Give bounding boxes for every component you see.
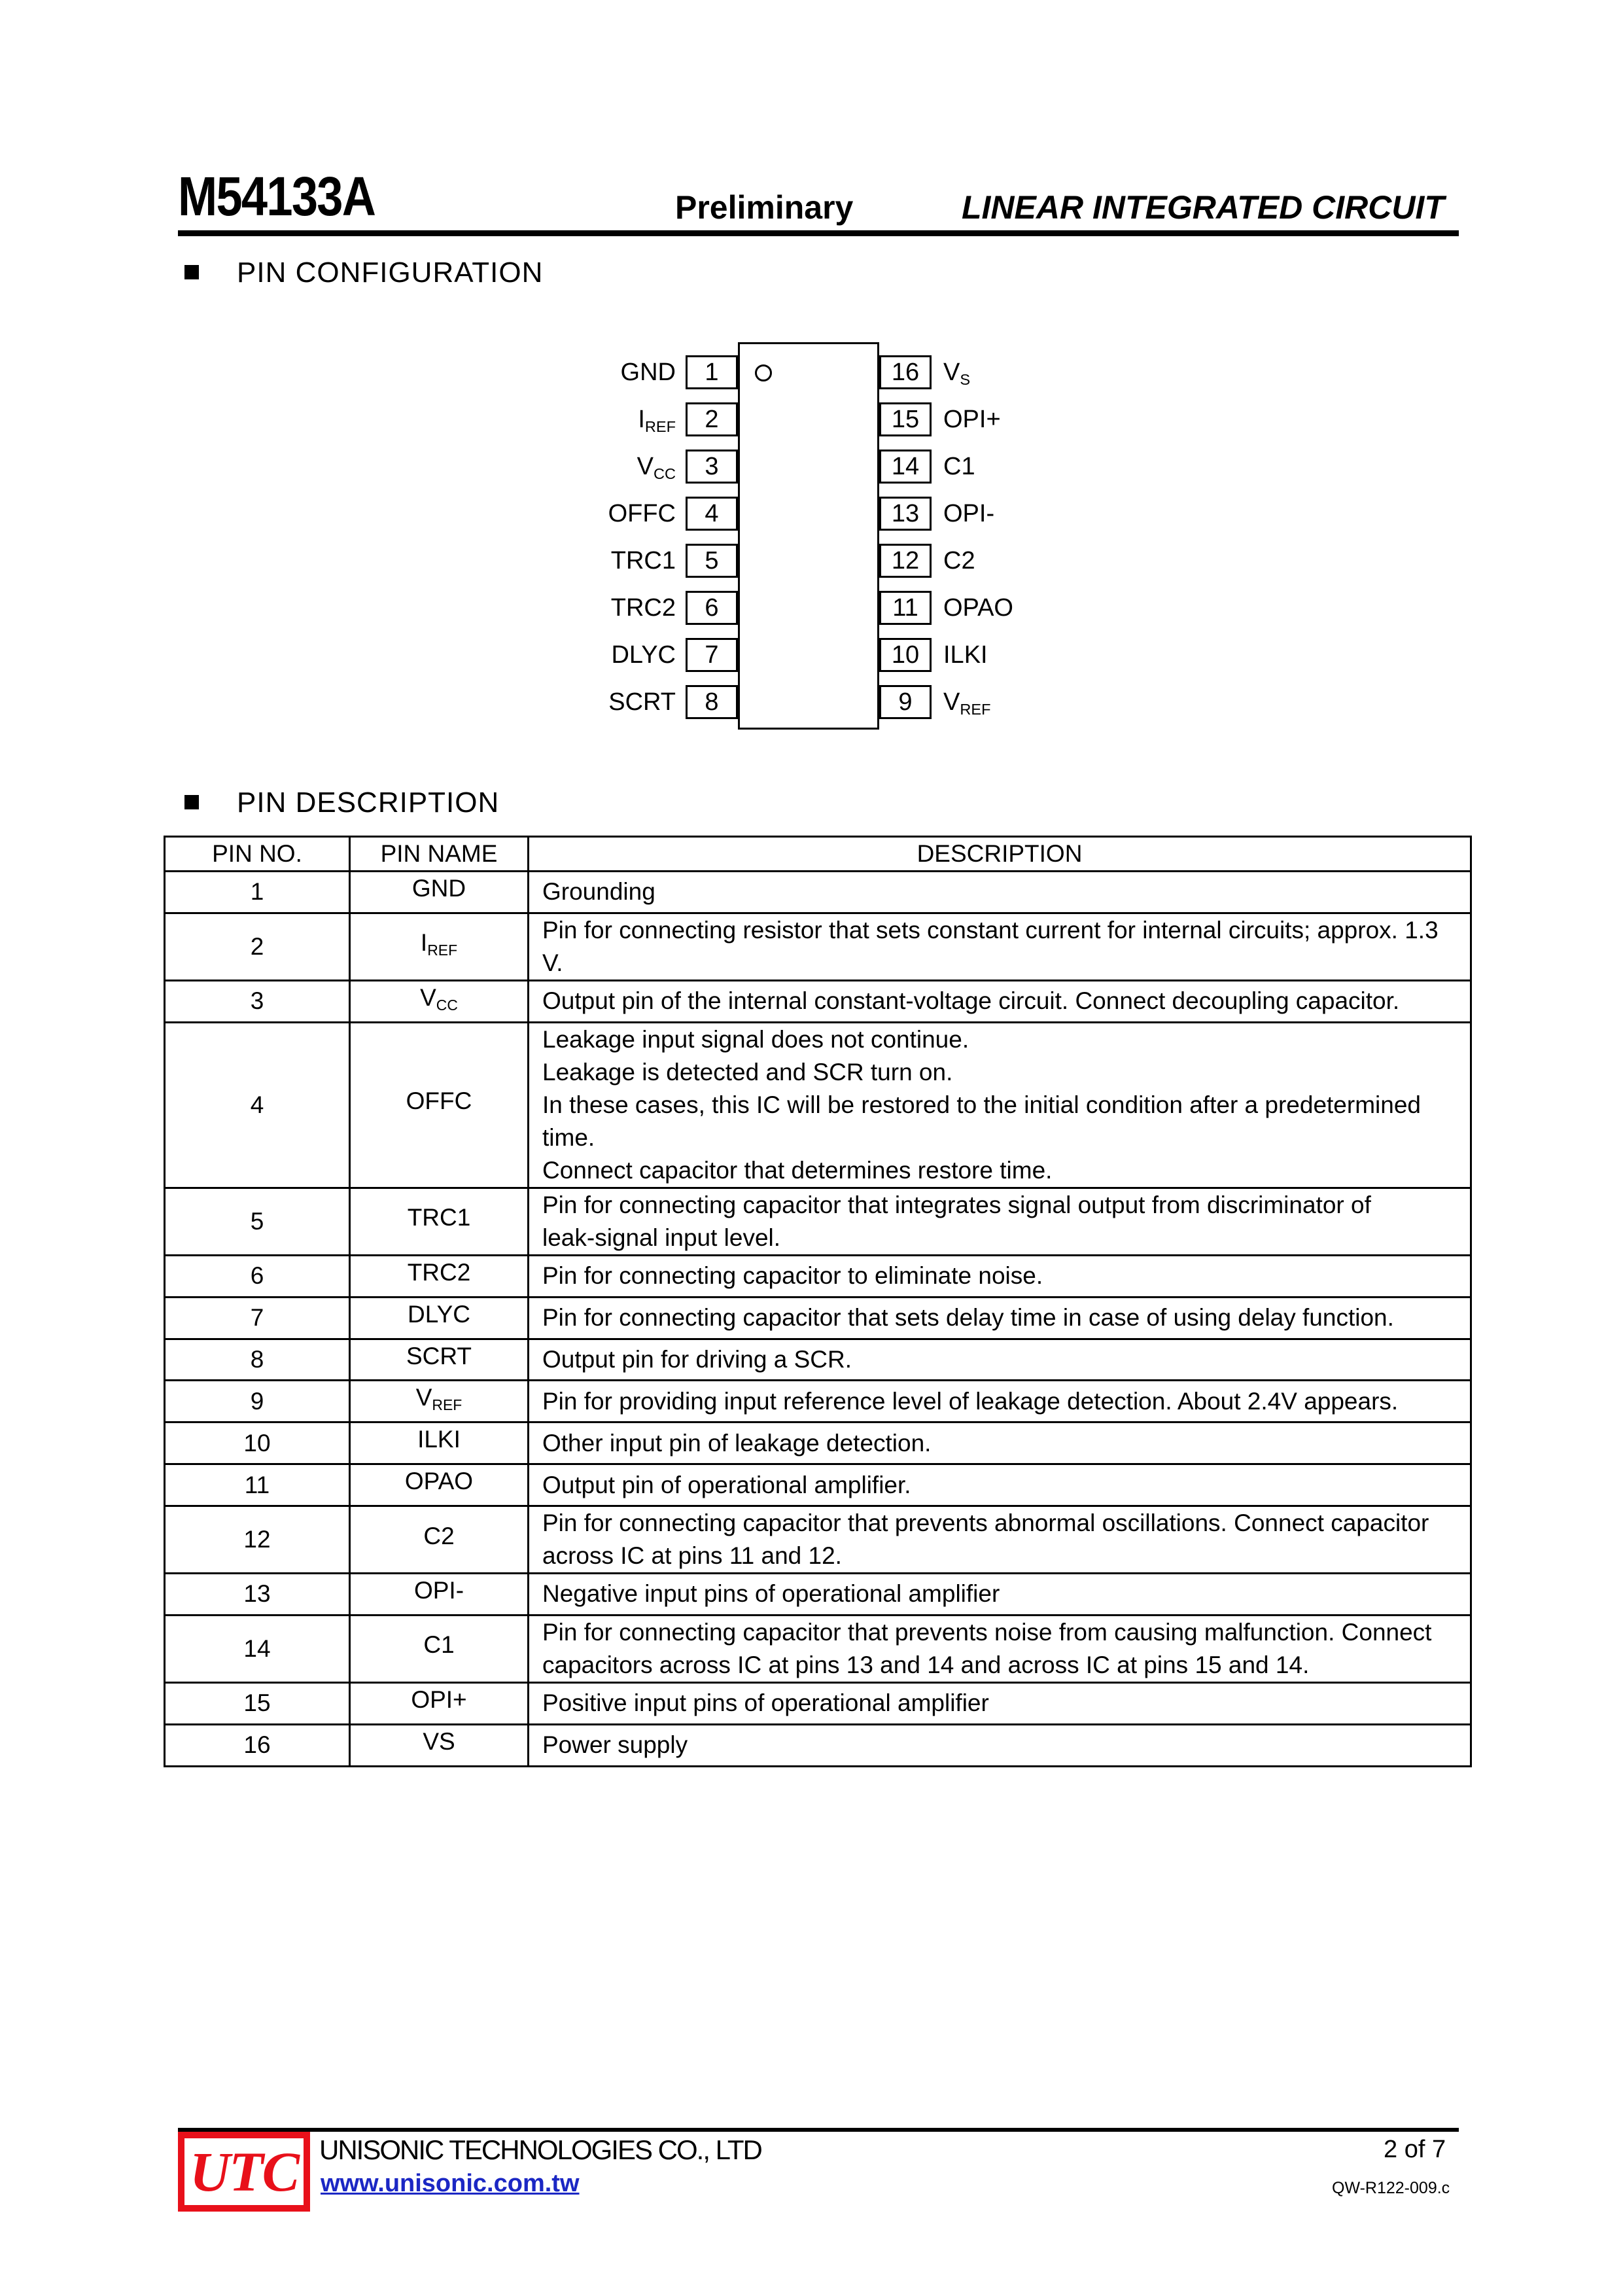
- description-cell: Pin for providing input reference level of leakage detection. About 2.4V appears.: [529, 1381, 1471, 1422]
- pin-name-cell: GND: [350, 872, 529, 913]
- pin-name-cell: C1: [350, 1615, 529, 1682]
- pin-label: TRC1: [610, 547, 676, 574]
- table-row: [165, 1297, 1471, 1339]
- pin-name-cell: VS: [350, 1724, 529, 1766]
- pin-label: $V_{REF}$: [943, 688, 991, 718]
- table-row: [165, 1255, 1471, 1297]
- document-status: Preliminary: [675, 189, 854, 226]
- pin-number-box: 5: [686, 544, 738, 578]
- pin-no-cell: 6: [165, 1255, 350, 1297]
- pin-number-box: 8: [686, 685, 738, 719]
- pin-number-box: 4: [686, 497, 738, 531]
- description-cell: Pin for connecting capacitor to eliminate noise.: [529, 1255, 1471, 1297]
- pin-label: ILKI: [943, 641, 988, 669]
- section-title: PIN CONFIGURATION: [237, 256, 544, 289]
- pin-name-cell: $V_{CC}$: [350, 980, 529, 1022]
- pin-name-cell: TRC1: [350, 1188, 529, 1255]
- description-cell: Pin for connecting capacitor that prevents noise from causing malfunction. Connect capacitors across IC at pins 13 and 14 and across IC at pins 15 and 14.: [529, 1615, 1471, 1682]
- pin-name-cell: C2: [350, 1506, 529, 1574]
- pin-number-box: 16: [879, 355, 932, 389]
- pin-number-box: 14: [879, 450, 932, 484]
- pin-no-cell: 16: [165, 1724, 350, 1766]
- pin-name-cell: OPAO: [350, 1464, 529, 1506]
- pin-label: OPAO: [943, 594, 1013, 622]
- pin-no-cell: 10: [165, 1422, 350, 1464]
- description-cell: Grounding: [529, 872, 1471, 913]
- pin-no-cell: 4: [165, 1022, 350, 1188]
- pin-number-box: 12: [879, 544, 932, 578]
- table-header-row: [165, 837, 1471, 872]
- pin-label: $I_{REF}$: [638, 406, 676, 436]
- header-rule: [178, 230, 1459, 236]
- pin1-marker-icon: [755, 364, 772, 381]
- table-row: [165, 1724, 1471, 1766]
- pin-number-box: 6: [686, 591, 738, 625]
- pin-no-cell: 12: [165, 1506, 350, 1574]
- column-header-pin-name: PIN NAME: [350, 837, 529, 872]
- description-cell: Pin for connecting capacitor that integrates signal output from discriminator of leak-signal input level.: [529, 1188, 1471, 1255]
- description-cell: Pin for connecting capacitor that sets delay time in case of using delay function.: [529, 1297, 1471, 1339]
- pin-label: OPI-: [943, 500, 995, 527]
- pin-no-cell: 2: [165, 913, 350, 980]
- pin-name-cell: $I_{REF}$: [350, 913, 529, 980]
- pin-label: GND: [620, 359, 676, 386]
- square-bullet-icon: [184, 795, 199, 809]
- website-link[interactable]: www.unisonic.com.tw: [321, 2170, 580, 2197]
- table-row: [165, 1574, 1471, 1616]
- table-row: [165, 1339, 1471, 1381]
- pin-number-box: 15: [879, 402, 932, 436]
- pin-label: SCRT: [608, 688, 676, 716]
- pin-number-box: 3: [686, 450, 738, 484]
- table-row: [165, 980, 1471, 1022]
- pin-number-box: 1: [686, 355, 738, 389]
- description-cell: Power supply: [529, 1724, 1471, 1766]
- pin-no-cell: 1: [165, 872, 350, 913]
- pin-label: C2: [943, 547, 975, 574]
- pin-number-box: 7: [686, 638, 738, 672]
- description-cell: Pin for connecting capacitor that prevents abnormal oscillations. Connect capacitor across IC at pins 11 and 12.: [529, 1506, 1471, 1574]
- pin-name-cell: ILKI: [350, 1422, 529, 1464]
- pin-label: TRC2: [610, 594, 676, 622]
- pin-name-cell: OFFC: [350, 1022, 529, 1188]
- table-row: [165, 1682, 1471, 1724]
- pin-label: $V_S$: [943, 359, 971, 389]
- pin-number-box: 13: [879, 497, 932, 531]
- pin-number-box: 9: [879, 685, 932, 719]
- logo-text: UTC: [184, 2138, 304, 2205]
- description-cell: Pin for connecting resistor that sets constant current for internal circuits; approx. 1.3 V.: [529, 913, 1471, 980]
- table-row: [165, 1381, 1471, 1422]
- description-cell: Negative input pins of operational amplifier: [529, 1574, 1471, 1616]
- utc-logo: [178, 2132, 310, 2212]
- table-row: [165, 1615, 1471, 1682]
- pin-no-cell: 9: [165, 1381, 350, 1422]
- pin-name-cell: OPI+: [350, 1682, 529, 1724]
- pin-no-cell: 3: [165, 980, 350, 1022]
- pin-no-cell: 11: [165, 1464, 350, 1506]
- pin-no-cell: 8: [165, 1339, 350, 1381]
- footer-rule: [178, 2128, 1459, 2132]
- part-number: M54133A: [178, 166, 375, 227]
- pin-no-cell: 7: [165, 1297, 350, 1339]
- section-heading-pin-configuration: [184, 256, 543, 289]
- column-header-pin-no: PIN NO.: [165, 837, 350, 872]
- company-name: UNISONIC TECHNOLOGIES CO., LTD: [319, 2134, 761, 2165]
- product-category: LINEAR INTEGRATED CIRCUIT: [962, 189, 1444, 226]
- table-row: [165, 1188, 1471, 1255]
- pin-name-cell: TRC2: [350, 1255, 529, 1297]
- pin-label: DLYC: [611, 641, 676, 669]
- table-row: [165, 1506, 1471, 1574]
- description-cell: Output pin of operational amplifier.: [529, 1464, 1471, 1506]
- column-header-description: DESCRIPTION: [529, 837, 1471, 872]
- description-cell: Leakage input signal does not continue. Leakage is detected and SCR turn on. In these cases, this IC will be restored to the initial condition after a predetermined time. Connect capacitor that determines restore time.: [529, 1022, 1471, 1188]
- table-row: [165, 913, 1471, 980]
- description-cell: Output pin of the internal constant-voltage circuit. Connect decoupling capacitor.: [529, 980, 1471, 1022]
- pin-name-cell: OPI-: [350, 1574, 529, 1616]
- pin-description-table: [164, 836, 1472, 1767]
- description-cell: Other input pin of leakage detection.: [529, 1422, 1471, 1464]
- pin-no-cell: 15: [165, 1682, 350, 1724]
- pin-name-cell: $V_{REF}$: [350, 1381, 529, 1422]
- section-heading-pin-description: [184, 786, 499, 819]
- pin-label: C1: [943, 453, 975, 480]
- pin-no-cell: 13: [165, 1574, 350, 1616]
- description-cell: Positive input pins of operational amplifier: [529, 1682, 1471, 1724]
- table-row: [165, 1022, 1471, 1188]
- pin-no-cell: 14: [165, 1615, 350, 1682]
- pin-number-box: 2: [686, 402, 738, 436]
- section-title: PIN DESCRIPTION: [237, 786, 500, 819]
- document-number: QW-R122-009.c: [1332, 2179, 1450, 2197]
- table-row: [165, 1422, 1471, 1464]
- table-row: [165, 872, 1471, 913]
- pin-label: $V_{CC}$: [637, 453, 676, 483]
- description-cell: Output pin for driving a SCR.: [529, 1339, 1471, 1381]
- pin-number-box: 10: [879, 638, 932, 672]
- pin-label: OPI+: [943, 406, 1001, 433]
- page-number: 2 of 7: [1384, 2136, 1446, 2163]
- table-row: [165, 1464, 1471, 1506]
- pin-no-cell: 5: [165, 1188, 350, 1255]
- pin-number-box: 11: [879, 591, 932, 625]
- pin-label: OFFC: [608, 500, 676, 527]
- pin-name-cell: SCRT: [350, 1339, 529, 1381]
- square-bullet-icon: [184, 265, 199, 279]
- ic-package-body: [738, 342, 879, 730]
- pin-name-cell: DLYC: [350, 1297, 529, 1339]
